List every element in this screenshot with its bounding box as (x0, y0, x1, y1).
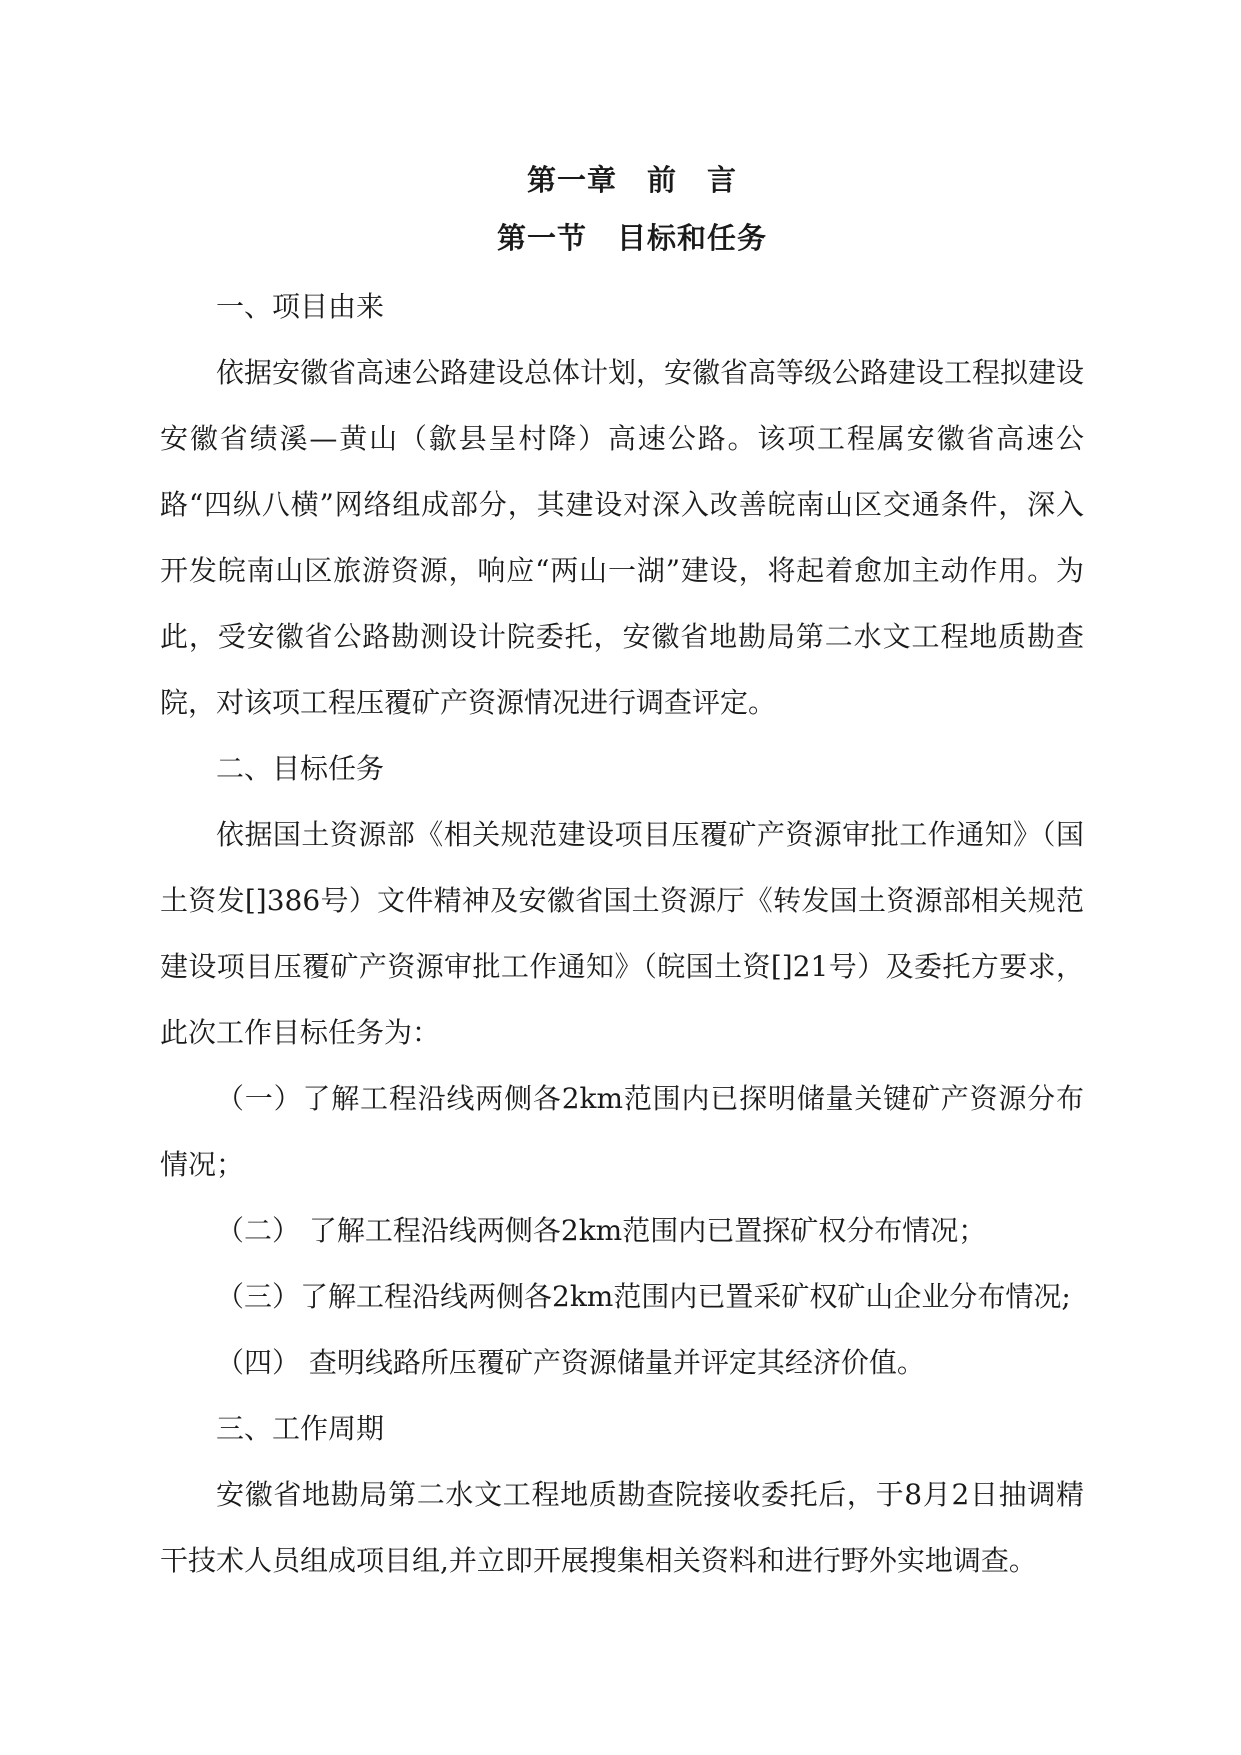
paragraph-objectives: 依据国土资源部《相关规范建设项目压覆矿产资源审批工作通知》（国土资发[]386号）文件精神及安徽省国土资源厅《转发国土资源部相关规范建设项目压覆矿产资源审批工作通知》（皖国土资[]21号）及委托方要求，此次工作目标任务为： (160, 818, 1084, 1049)
paragraph-work-period: 安徽省地勘局第二水文工程地质勘查院接收委托后，于8月2日抽调精干技术人员组成项目组,并立即开展搜集相关资料和进行野外实地调查。 (160, 1478, 1084, 1577)
objective-item-1: （一）了解工程沿线两侧各2km范围内已探明储量关键矿产资源分布情况； (160, 1082, 1084, 1181)
objective-item-2: （二） 了解工程沿线两侧各2km范围内已置探矿权分布情况； (216, 1214, 987, 1247)
document-body (160, 152, 1084, 1594)
heading-objectives: 二、目标任务 (216, 752, 385, 785)
section-title: 第一节 目标和任务 (496, 221, 767, 255)
heading-work-period: 三、工作周期 (216, 1412, 385, 1445)
paragraph-project-origin: 依据安徽省高速公路建设总体计划，安徽省高等级公路建设工程拟建设安徽省绩溪—黄山（歙县呈村降）高速公路。该项工程属安徽省高速公路“四纵八横”网络组成部分，其建设对深入改善皖南山区交通条件，深入开发皖南山区旅游资源，响应“两山一湖”建设，将起着愈加主动作用。为此，受安徽省公路勘测设计院委托，安徽省地勘局第二水文工程地质勘查院，对该项工程压覆矿产资源情况进行调查评定。 (160, 356, 1085, 719)
heading-project-origin: 一、项目由来 (216, 290, 385, 323)
objective-item-3: （三）了解工程沿线两侧各2km范围内已置采矿权矿山企业分布情况; (216, 1280, 1071, 1313)
objective-item-4: （四） 查明线路所压覆矿产资源储量并评定其经济价值。 (216, 1346, 925, 1379)
chapter-title: 第一章 前 言 (526, 163, 737, 197)
